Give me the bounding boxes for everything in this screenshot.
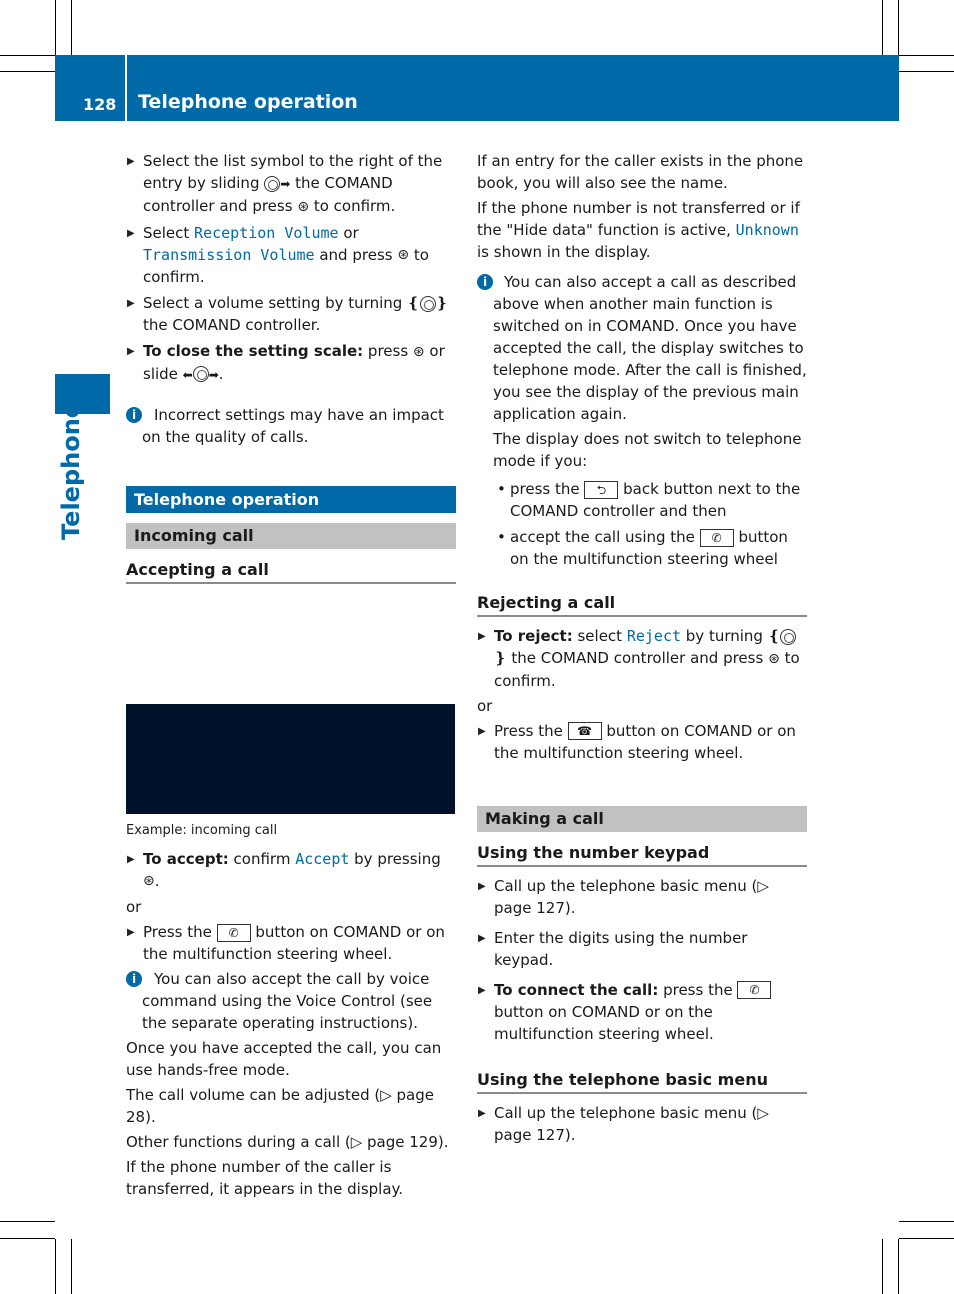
crop-mark	[0, 1221, 55, 1222]
info-note: i You can also accept a call as described above when another main function is switched on in COMAND. Once you have accepted the call, the display switches to telephone mode. After the call is finished, you see the display of the previous main application again.	[477, 271, 807, 425]
paragraph: If the phone number of the caller is transferred, it appears in the display.	[126, 1158, 404, 1198]
back-button-icon: ⮌	[584, 481, 618, 499]
paragraph: Once you have accepted the call, you can use hands-free mode.	[126, 1039, 442, 1079]
controller-icon	[780, 629, 796, 645]
page-header	[55, 55, 899, 121]
info-icon: i	[126, 407, 142, 423]
paragraph: Other functions during a call (▷ page 129).	[126, 1133, 449, 1151]
info-icon: i	[126, 971, 142, 987]
phone-answer-icon: ✆	[737, 981, 771, 999]
left-column	[126, 150, 456, 1203]
info-note: i You can also accept the call by voice command using the Voice Control (see the separate operating instructions).	[126, 968, 456, 1034]
bullet-item: • press the ⮌ back button next to the COMAND controller and then	[477, 478, 807, 522]
turn-icon: ❴	[767, 627, 781, 645]
crop-mark	[55, 1239, 56, 1294]
crop-mark	[899, 55, 954, 56]
press-icon: ⊛	[768, 650, 780, 667]
crop-mark	[0, 71, 55, 72]
step-press-answer-button: ▶ Press the ✆ button on COMAND or on the multifunction steering wheel.	[126, 921, 456, 965]
crop-mark	[55, 0, 56, 55]
step-select-volume-type: ▶ Select Reception Volume or Transmission Volume and press ⊛ to confirm.	[126, 222, 456, 289]
menu-option-reject: Reject	[626, 627, 682, 645]
press-icon: ⊛	[297, 198, 310, 215]
crop-mark	[0, 1238, 55, 1239]
press-icon: ⊛	[143, 873, 155, 889]
menu-option-reception-volume: Reception Volume	[194, 223, 339, 242]
controller-icon	[193, 366, 209, 382]
paragraph: The call volume can be adjusted (▷ page 28).	[126, 1086, 434, 1126]
step-connect-call: ▶ To connect the call: press the ✆ button on COMAND or on the multifunction steering wheel.	[477, 979, 807, 1045]
slide-right-icon: ➡	[280, 177, 291, 191]
crop-mark	[71, 0, 72, 55]
crop-mark	[71, 1239, 72, 1294]
turn-icon: ❴	[407, 294, 420, 312]
page-number: 128	[83, 95, 117, 114]
turn-icon: ❵	[435, 294, 449, 312]
subsection-heading: Incoming call	[126, 523, 456, 549]
crop-mark	[0, 55, 55, 56]
step-reject-call: ▶ To reject: select Reject by turning ❴❵ the COMAND controller and press ⊛ to confirm.	[477, 625, 807, 692]
crop-mark	[882, 1239, 883, 1294]
header-divider	[125, 55, 127, 121]
or-text: or	[126, 898, 142, 916]
heading-number-keypad: Using the number keypad	[477, 842, 807, 867]
paragraph: If the phone number is not transferred or if the "Hide data" function is active, Unknown is shown in the display.	[477, 199, 800, 261]
step-call-up-menu: ▶ Call up the telephone basic menu (▷ page 127).	[477, 875, 807, 919]
step-enter-digits: ▶ Enter the digits using the number keypad.	[477, 927, 807, 971]
display-text-unknown: Unknown	[735, 221, 799, 239]
step-close-setting-scale: ▶ To close the setting scale: press ⊛ or slide ⬅ ➡.	[126, 340, 456, 386]
slide-left-icon: ⬅	[182, 367, 193, 382]
section-heading: Telephone operation	[126, 486, 456, 513]
subsection-heading: Making a call	[477, 806, 807, 832]
heading-telephone-basic-menu: Using the telephone basic menu	[477, 1069, 807, 1094]
heading-accepting-call: Accepting a call	[126, 559, 456, 584]
crop-mark	[899, 71, 954, 72]
phone-answer-icon: ✆	[700, 529, 734, 547]
info-note: i Incorrect settings may have an impact on the quality of calls.	[126, 404, 456, 448]
phone-hangup-icon: ☎	[568, 722, 602, 740]
menu-option-accept: Accept	[295, 849, 350, 868]
note-continuation: The display does not switch to telephone mode if you:	[493, 430, 802, 470]
step-call-up-menu: ▶ Call up the telephone basic menu (▷ page 127).	[477, 1102, 807, 1146]
heading-rejecting-call: Rejecting a call	[477, 592, 807, 617]
press-icon: ⊛	[412, 343, 425, 360]
step-select-list-symbol: ▶ Select the list symbol to the right of the entry by sliding ➡ the COMAND controller and press ⊛ to confirm.	[126, 150, 456, 218]
step-press-end-call-button: ▶ Press the ☎ button on COMAND or on the multifunction steering wheel.	[477, 720, 807, 764]
crop-mark	[899, 1238, 954, 1239]
image-caption: Example: incoming call	[126, 822, 278, 838]
bullet-item: • accept the call using the ✆ button on the multifunction steering wheel	[477, 526, 807, 570]
crop-mark	[882, 0, 883, 55]
paragraph: If an entry for the caller exists in the phone book, you will also see the name.	[477, 152, 804, 192]
crop-mark	[898, 1239, 899, 1294]
crop-mark	[898, 0, 899, 55]
slide-right-icon: ➡	[208, 367, 219, 382]
menu-option-transmission-volume: Transmission Volume	[143, 245, 315, 264]
right-column	[477, 150, 807, 1149]
controller-icon	[264, 176, 280, 192]
step-accept-call: ▶ To accept: confirm Accept by pressing ⊛.	[126, 848, 456, 893]
page-title: Telephone operation	[138, 91, 358, 113]
display-screenshot	[126, 704, 455, 814]
step-select-volume-setting: ▶ Select a volume setting by turning ❴ ❵ the COMAND controller.	[126, 292, 456, 336]
phone-answer-icon: ✆	[217, 924, 251, 942]
info-icon: i	[477, 274, 493, 290]
turn-icon: ❵	[494, 649, 507, 667]
crop-mark	[899, 1221, 954, 1222]
press-icon: ⊛	[397, 247, 410, 263]
side-tab-label: Telephone	[57, 401, 85, 540]
controller-icon	[420, 296, 436, 312]
or-text: or	[477, 696, 493, 715]
